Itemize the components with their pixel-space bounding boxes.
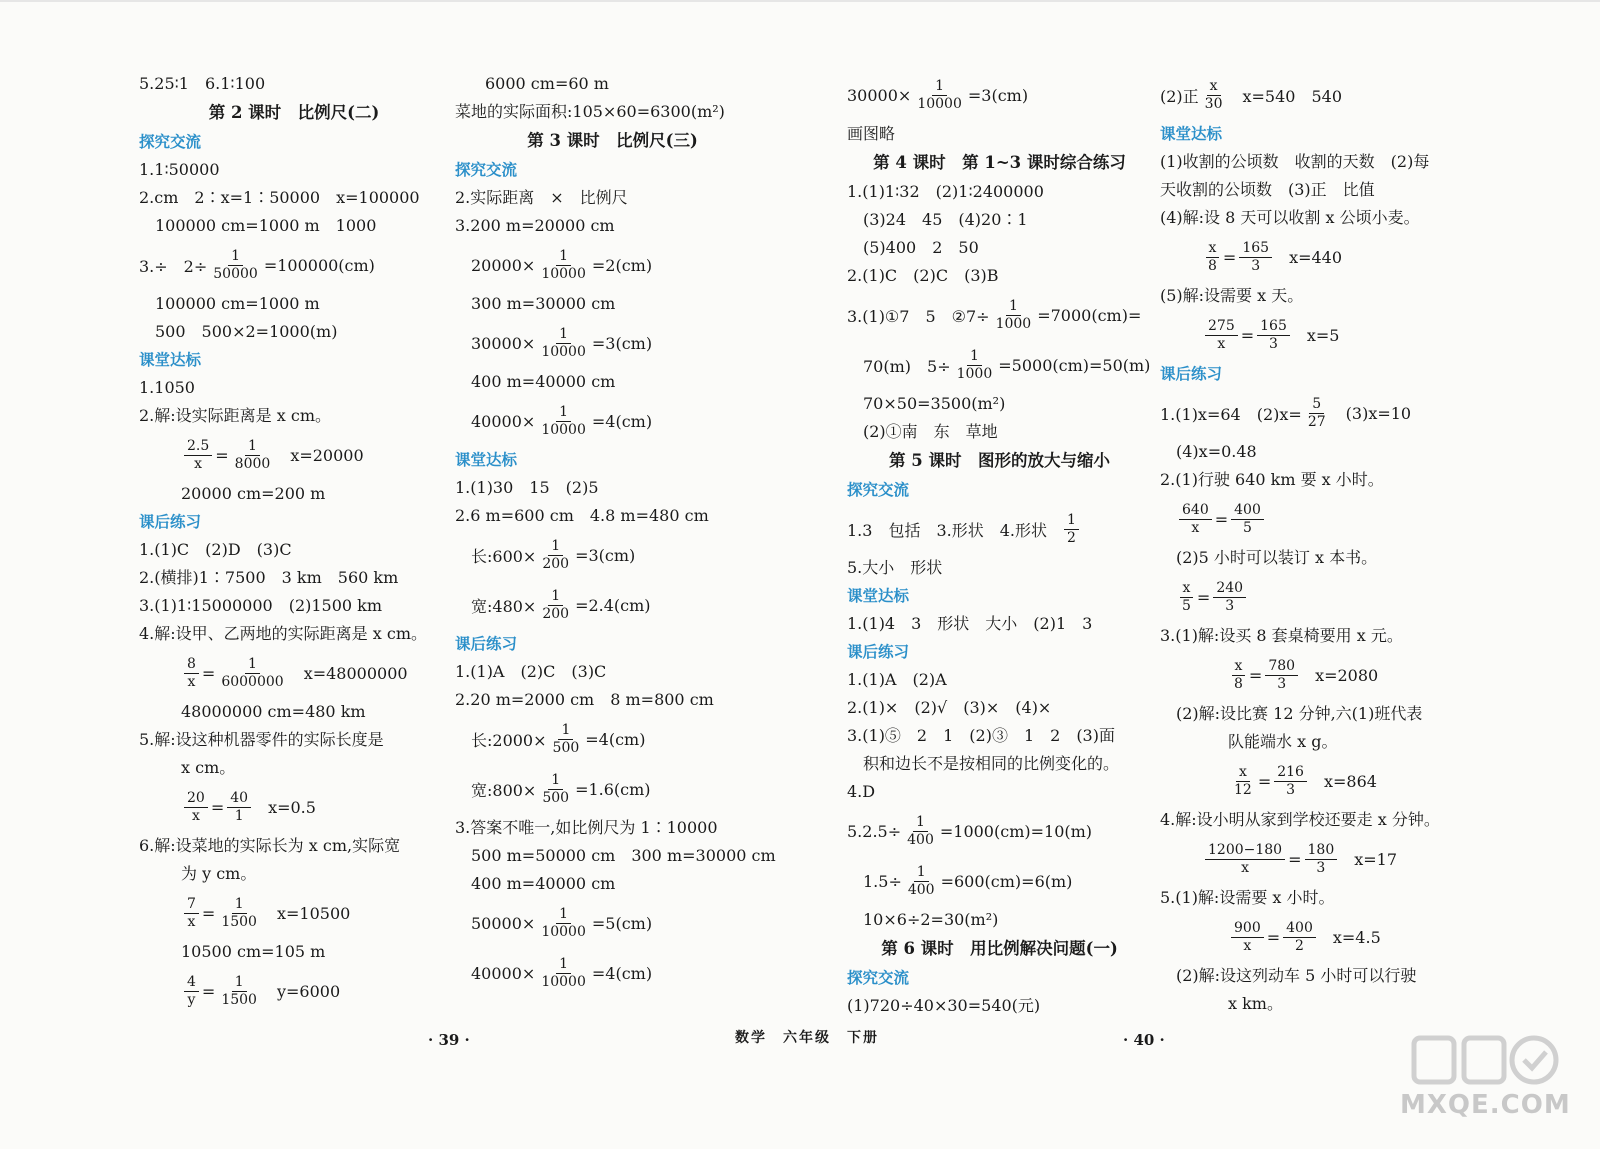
text-line: 天收割的公顷数 (3)正 比值 (1160, 180, 1375, 199)
fraction: $\frac{400}{2}$ (1283, 920, 1316, 955)
fraction: $\frac{x}{12}$ (1234, 763, 1252, 798)
text-line: 1.(1)30 15 (2)5 (455, 478, 599, 497)
answer-book-logo-icon (1410, 1030, 1560, 1088)
formula-line: 40000× $\frac{1}{10000}$ =4(cm) (471, 403, 653, 438)
lesson-heading: 第 3 课时 比例尺(三) (527, 131, 698, 150)
text-line: 3.200 m=20000 cm (455, 216, 615, 235)
text-line: (5)400 2 50 (863, 238, 979, 257)
formula-line: 20000× $\frac{1}{10000}$ =2(cm) (471, 247, 653, 282)
text-line: (2)5 小时可以装订 x 本书。 (1176, 548, 1378, 567)
formula-line: 宽:800× $\frac{1}{500}$ =1.6(cm) (471, 771, 651, 806)
text-line: 100000 cm=1000 m (155, 294, 320, 313)
section-label: 课堂达标 (139, 351, 202, 369)
formula-line: 长:600× $\frac{1}{200}$ =3(cm) (471, 537, 636, 572)
text-line: 1.(1)C (2)D (3)C (139, 540, 292, 559)
text-line: 1.(1)4 3 形状 大小 (2)1 3 (847, 614, 1093, 633)
text-line: 为 y cm。 (181, 864, 257, 883)
text-line: 画图略 (847, 124, 896, 143)
watermark-text: MXQE.COM (1400, 1090, 1571, 1120)
fraction: $\frac{1}{400}$ (907, 863, 935, 898)
formula-line: 长:2000× $\frac{1}{500}$ =4(cm) (471, 721, 646, 756)
fraction: $\frac{40}{1}$ (227, 790, 251, 825)
page-number-left: · 39 · (428, 1031, 470, 1049)
fraction: $\frac{900}{x}$ (1231, 920, 1264, 955)
text-line: 3.(1)⑤ 2 1 (2)③ 1 2 (3)面 (847, 726, 1115, 745)
fraction: $\frac{165}{3}$ (1239, 240, 1272, 275)
text-line: 6.解:设菜地的实际长为 x cm,实际宽 (139, 836, 401, 855)
text-line: x cm。 (181, 758, 236, 777)
text-line: (1)收割的公顷数 收割的天数 (2)每 (1160, 152, 1430, 171)
text-line: 积和边长不是按相同的比例变化的。 (863, 754, 1120, 773)
page-number-right: · 40 · (1123, 1031, 1165, 1049)
text-line: 1.1∶50000 (139, 160, 220, 179)
text-line: 70×50=3500(m²) (863, 394, 1006, 413)
fraction: $\frac{1}{500}$ (542, 771, 570, 806)
lesson-heading: 第 5 课时 图形的放大与缩小 (889, 451, 1110, 470)
text-line: 1.1050 (139, 378, 195, 397)
formula-line: $\frac{275}{x}$ = $\frac{165}{3}$ x=5 (1160, 310, 1470, 360)
text-line: 6000 cm=60 m (485, 74, 609, 93)
fraction: $\frac{1}{50000}$ (213, 247, 258, 282)
formula-line: 5.2.5÷ $\frac{1}{400}$ =1000(cm)=10(m) (847, 813, 1093, 848)
text-line: 2.实际距离 × 比例尺 (455, 188, 628, 207)
text-line: 500 500×2=1000(m) (155, 322, 338, 341)
column-1 (139, 70, 449, 1016)
fraction: $\frac{240}{3}$ (1213, 580, 1246, 615)
formula-line: $\frac{x}{8}$ = $\frac{165}{3}$ x=440 (1160, 232, 1470, 282)
section-label: 探究交流 (847, 481, 910, 499)
section-label: 探究交流 (455, 161, 518, 179)
text-line: (2)①南 东 草地 (863, 422, 998, 441)
formula-line: $\frac{8}{x}$ = $\frac{1}{6000000}$ x=48000000 (139, 648, 449, 698)
lesson-heading: 第 4 课时 第 1~3 课时综合练习 (873, 153, 1126, 172)
fraction: $\frac{1}{400}$ (907, 813, 934, 848)
text-line: 4.解:设小明从家到学校还要走 x 分钟。 (1160, 810, 1440, 829)
text-line: 300 m=30000 cm (471, 294, 616, 313)
section-label: 课堂达标 (455, 451, 518, 469)
fraction: $\frac{1}{10000}$ (541, 403, 586, 438)
formula-line: 30000× $\frac{1}{10000}$ =3(cm) (471, 325, 653, 360)
text-line: 10×6÷2=30(m²) (863, 910, 999, 929)
text-line: 5.25∶1 6.1∶100 (139, 74, 266, 93)
section-label: 课后练习 (1160, 365, 1223, 383)
formula-line: $\frac{7}{x}$ = $\frac{1}{1500}$ x=10500 (139, 888, 449, 938)
fraction: $\frac{7}{x}$ (184, 896, 199, 931)
fraction: $\frac{165}{3}$ (1257, 318, 1290, 353)
formula-line: $\frac{640}{x}$ = $\frac{400}{5}$ (1160, 494, 1470, 544)
text-line: 500 m=50000 cm 300 m=30000 cm (471, 846, 776, 865)
formula-line: 30000× $\frac{1}{10000}$ =3(cm) (847, 77, 1029, 112)
fraction: $\frac{1200-180}{x}$ (1205, 842, 1285, 877)
formula-line: $\frac{x}{12}$ = $\frac{216}{3}$ x=864 (1160, 756, 1470, 806)
text-line: 5.解:设这种机器零件的实际长度是 (139, 730, 384, 749)
fraction: $\frac{1}{1500}$ (221, 973, 257, 1008)
text-line: (2)解:设这列动车 5 小时可以行驶 (1176, 966, 1417, 985)
column-4 (1160, 70, 1470, 1018)
text-line: (1)720÷40×30=540(元) (847, 996, 1041, 1015)
column-3 (847, 70, 1152, 1020)
text-line: 2.(1)行驶 640 km 要 x 小时。 (1160, 470, 1384, 489)
text-line: 队能端水 x g。 (1228, 732, 1338, 751)
text-line: 400 m=40000 cm (471, 874, 616, 893)
formula-line: 1.3 包括 3.形状 4.形状 $\frac{1}{2}$ (847, 504, 1152, 554)
fraction: $\frac{1}{6000000}$ (221, 655, 284, 690)
formula-line: 50000× $\frac{1}{10000}$ =5(cm) (471, 905, 653, 940)
section-label: 探究交流 (847, 969, 910, 987)
fraction: $\frac{1}{10000}$ (541, 905, 586, 940)
formula-line: 3.(1)①7 5 ②7÷ $\frac{1}{1000}$ =7000(cm)= (847, 297, 1142, 332)
lesson-heading: 第 6 课时 用比例解决问题(一) (881, 939, 1118, 958)
fraction: $\frac{1}{10000}$ (917, 77, 962, 112)
section-label: 课后练习 (455, 635, 518, 653)
fraction: $\frac{2.5}{x}$ (184, 438, 212, 473)
formula-line: $\frac{4}{y}$ = $\frac{1}{1500}$ y=6000 (139, 966, 449, 1016)
text-line: 4.解:设甲、乙两地的实际距离是 x cm。 (139, 624, 427, 643)
section-label: 探究交流 (139, 133, 202, 151)
text-line: 1.(1)A (2)A (847, 670, 947, 689)
text-line: 10500 cm=105 m (181, 942, 326, 961)
top-edge (0, 0, 1600, 2)
text-line: (3)24 45 (4)20∶1 (863, 210, 1028, 229)
fraction: $\frac{5}{27}$ (1307, 395, 1326, 430)
fraction: $\frac{275}{x}$ (1205, 318, 1238, 353)
section-label: 课后练习 (139, 513, 202, 531)
text-line: 5.(1)解:设需要 x 小时。 (1160, 888, 1335, 907)
fraction: $\frac{780}{3}$ (1265, 658, 1298, 693)
fraction: $\frac{216}{3}$ (1274, 764, 1307, 799)
section-label: 课堂达标 (847, 587, 910, 605)
text-line: (4)解:设 8 天可以收割 x 公顷小麦。 (1160, 208, 1420, 227)
fraction: $\frac{1}{1000}$ (956, 347, 993, 382)
fraction: $\frac{1}{200}$ (542, 587, 570, 622)
text-line: 5.大小 形状 (847, 558, 943, 577)
text-line: 2.解:设实际距离是 x cm。 (139, 406, 331, 425)
formula-line: 70(m) 5÷ $\frac{1}{1000}$ =5000(cm)=50(m) (863, 347, 1151, 382)
formula-line: 3.÷ 2÷ $\frac{1}{50000}$ =100000(cm) (139, 247, 375, 282)
text-line: 48000000 cm=480 km (181, 702, 366, 721)
text-line: x km。 (1228, 994, 1283, 1013)
formula-line: $\frac{x}{5}$ = $\frac{240}{3}$ (1160, 572, 1470, 622)
text-line: 100000 cm=1000 m 1000 (155, 216, 377, 235)
text-line: 2.6 m=600 cm 4.8 m=480 cm (455, 506, 709, 525)
text-line: 400 m=40000 cm (471, 372, 616, 391)
text-line: 2.cm 2∶x=1∶50000 x=100000 (139, 188, 420, 207)
fraction: $\frac{8}{x}$ (184, 656, 199, 691)
formula-line: $\frac{900}{x}$ = $\frac{400}{2}$ x=4.5 (1160, 912, 1470, 962)
fraction: $\frac{20}{x}$ (184, 790, 208, 825)
formula-line: $\frac{1200-180}{x}$ = $\frac{180}{3}$ x=17 (1160, 834, 1470, 884)
text-line: 3.(1)1∶15000000 (2)1500 km (139, 596, 383, 615)
formula-line: $\frac{20}{x}$ = $\frac{40}{1}$ x=0.5 (139, 782, 449, 832)
formula-line: 1.5÷ $\frac{1}{400}$ =600(cm)=6(m) (863, 863, 1073, 898)
fraction: $\frac{4}{y}$ (184, 974, 199, 1009)
text-line: 2.(1)C (2)C (3)B (847, 266, 999, 285)
formula-line: 40000× $\frac{1}{10000}$ =4(cm) (471, 955, 653, 990)
text-line: (5)解:设需要 x 天。 (1160, 286, 1304, 305)
formula-line: $\frac{x}{8}$ = $\frac{780}{3}$ x=2080 (1160, 650, 1470, 700)
fraction: $\frac{1}{2}$ (1064, 512, 1079, 547)
fraction: $\frac{1}{10000}$ (541, 247, 586, 282)
text-line: 菜地的实际面积:105×60=6300(m²) (455, 102, 725, 121)
formula-line: $\frac{2.5}{x}$ = $\frac{1}{8000}$ x=20000 (139, 430, 449, 480)
fraction: $\frac{x}{8}$ (1231, 658, 1246, 693)
fraction: $\frac{1}{1000}$ (995, 297, 1032, 332)
book-title-footer: 数学 六年级 下册 (735, 1030, 879, 1046)
text-line: 1.(1)A (2)C (3)C (455, 662, 607, 681)
text-line: 2.20 m=2000 cm 8 m=800 cm (455, 690, 714, 709)
text-line: 1.(1)1∶32 (2)1∶2400000 (847, 182, 1044, 201)
fraction: $\frac{180}{3}$ (1305, 842, 1338, 877)
formula-line: 1.(1)x=64 (2)x= $\frac{5}{27}$ (3)x=10 (1160, 395, 1412, 430)
lesson-heading: 第 2 课时 比例尺(二) (208, 103, 380, 122)
text-line: 3.(1)解:设买 8 套桌椅要用 x 元。 (1160, 626, 1403, 645)
text-line: 3.答案不唯一,如比例尺为 1∶10000 (455, 818, 718, 837)
fraction: $\frac{1}{1500}$ (221, 895, 257, 930)
section-label: 课后练习 (847, 643, 910, 661)
fraction: $\frac{1}{500}$ (552, 721, 580, 756)
fraction: $\frac{1}{10000}$ (541, 325, 586, 360)
fraction: $\frac{x}{30}$ (1204, 77, 1223, 112)
formula-line: 宽:480× $\frac{1}{200}$ =2.4(cm) (471, 587, 651, 622)
text-line: (4)x=0.48 (1176, 442, 1257, 461)
text-line: 20000 cm=200 m (181, 484, 326, 503)
fraction: $\frac{1}{10000}$ (541, 955, 586, 990)
text-line: 2.(1)× (2)√ (3)× (4)× (847, 698, 1052, 717)
formula-line: (2)正 $\frac{x}{30}$ x=540 540 (1160, 77, 1343, 112)
column-2 (455, 70, 776, 998)
fraction: $\frac{400}{5}$ (1231, 502, 1264, 537)
fraction: $\frac{1}{8000}$ (234, 437, 271, 472)
fraction: $\frac{640}{x}$ (1179, 502, 1212, 537)
section-label: 课堂达标 (1160, 125, 1223, 143)
fraction: $\frac{x}{8}$ (1205, 240, 1220, 275)
fraction: $\frac{1}{200}$ (542, 537, 570, 572)
text-line: 2.(横排)1∶7500 3 km 560 km (139, 568, 399, 587)
text-line: 4.D (847, 782, 876, 801)
text-line: (2)解:设比赛 12 分钟,六(1)班代表 (1176, 704, 1423, 723)
fraction: $\frac{x}{5}$ (1179, 580, 1194, 615)
